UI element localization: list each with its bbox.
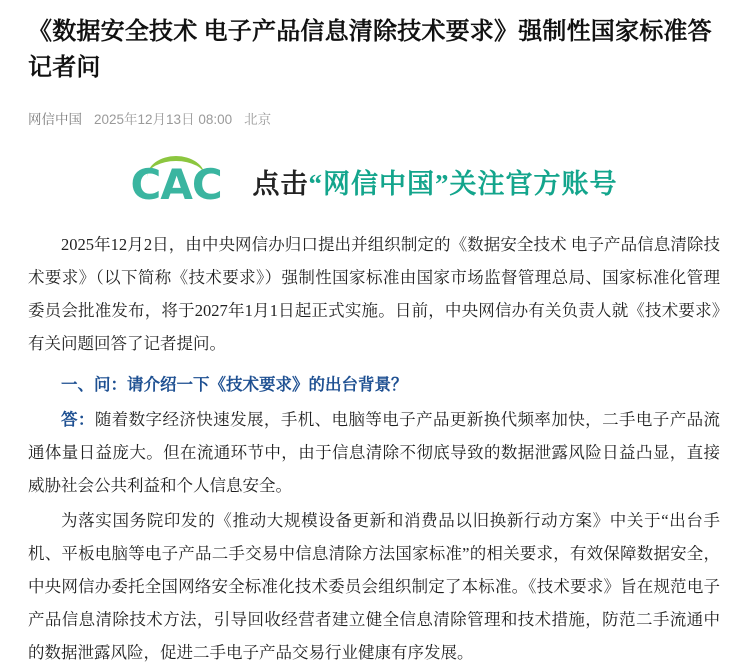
cac-logo-text: CAC <box>130 160 222 209</box>
answer-label: 答： <box>61 410 95 429</box>
article-meta <box>28 108 720 128</box>
answer-paragraph-2: 为落实国务院印发的《推动大规模设备更新和消费品以旧换新行动方案》中关于“出台手机、平板电脑等电子产品二手交易中信息清除方法国家标准”的相关要求，有效保障数据安全，中央网信办委托全国网络安全标准化技术委员会组织制定了本标准。《技术要求》旨在规范电子产品信息清除技术方法，引导回收经营者建立健全信息清除管理和技术措施，防范二手流通中的数据泄露风险，促进二手电子产品交易行业健康有序发展。 <box>28 511 720 662</box>
answer-text-1: 随着数字经济快速发展，手机、电脑等电子产品更新换代频率加快，二手电子产品流通体量日益庞大。但在流通环节中，由于信息清除不彻底导致的数据泄露风险日益凸显，直接威胁社会公共利益和个人信息安全。 <box>28 410 721 495</box>
banner-text-highlight: “网信中国” <box>308 168 450 199</box>
article-body <box>28 228 720 669</box>
follow-banner[interactable] <box>28 150 720 212</box>
page-title: 《数据安全技术 电子产品信息清除技术要求》强制性国家标准答记者问 <box>28 19 712 81</box>
banner-text <box>253 162 618 201</box>
banner-text-tail: 关注官方账号 <box>449 168 618 199</box>
banner-text-lead: 点击 <box>252 168 309 199</box>
meta-place: 北京 <box>244 112 272 127</box>
cac-logo-icon <box>131 154 239 208</box>
question-heading-1: 一、问：请介绍一下《技术要求》的出台背景？ <box>61 375 408 394</box>
paragraph-intro: 2025年12月2日，由中央网信办归口提出并组织制定的《数据安全技术 电子产品信息清除技术要求》（以下简称《技术要求》）强制性国家标准由国家市场监督管理总局、国家标准化管理委员会批准发布，将于2027年1月1日起正式实施。日前，中央网信办有关负责人就《技术要求》有关问题回答了记者提问。 <box>28 235 720 353</box>
meta-date: 2025年12月13日 08:00 <box>94 112 233 127</box>
answer-paragraph-1 <box>28 403 720 502</box>
meta-source[interactable]: 网信中国 <box>28 112 82 127</box>
